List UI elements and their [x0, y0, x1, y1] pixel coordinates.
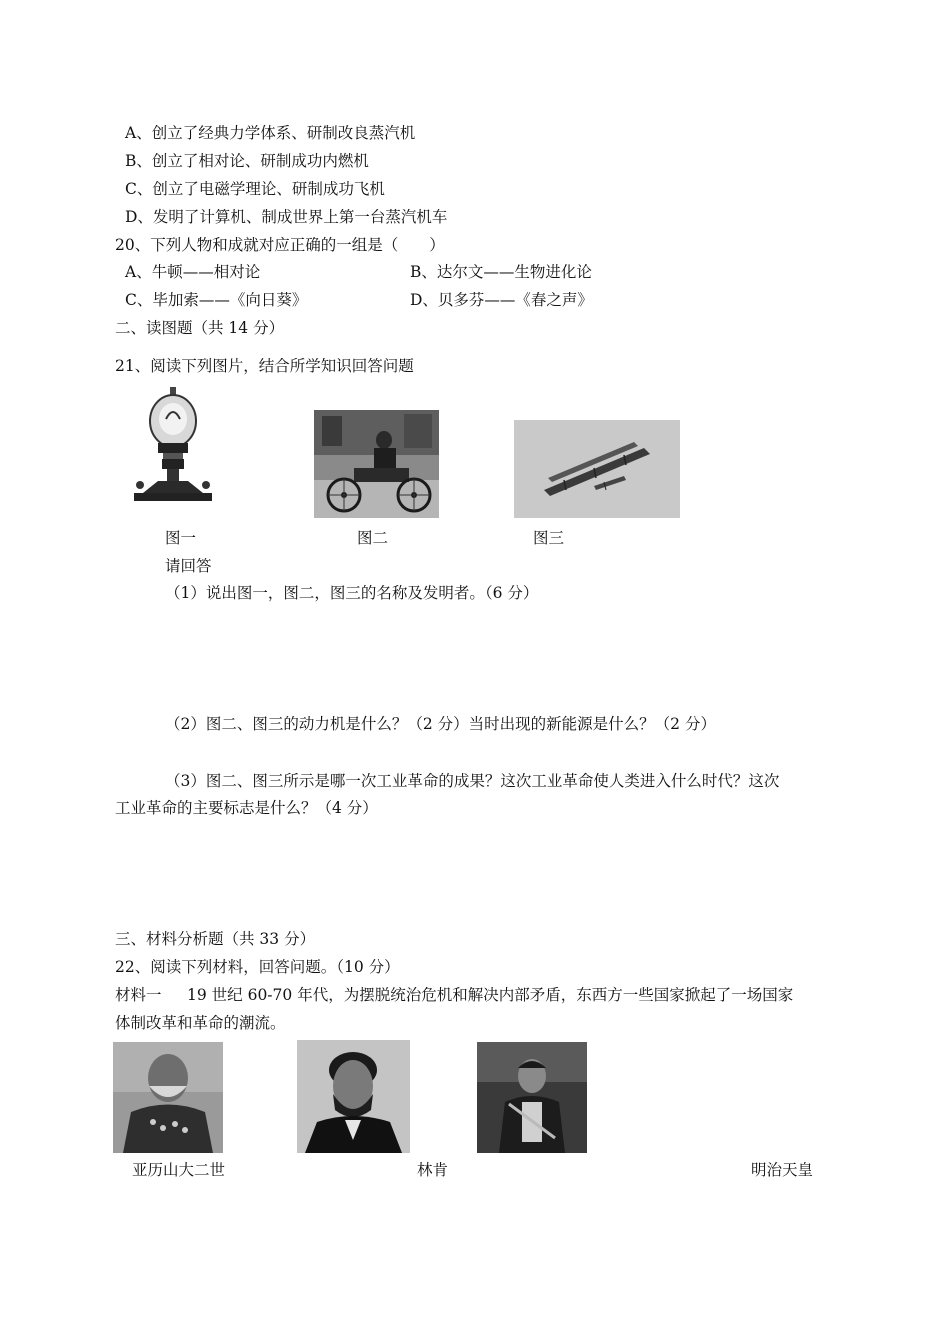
material1-line1: 19 世纪 60-70 年代，为摆脱统治危机和解决内部矛盾，东西方一些国家掀起了一场国家 [187, 986, 794, 1004]
q20-option-d: D、贝多芬——《春之声》 [410, 291, 593, 309]
q20-stem: 20、下列人物和成就对应正确的一组是（ ） [115, 236, 445, 254]
material1-label: 材料一 [115, 986, 162, 1004]
q19-option-c: C、创立了电磁学理论、研制成功飞机 [125, 180, 385, 198]
q21-sub2: （2）图二、图三的动力机是什么？（2 分）当时出现的新能源是什么？（2 分） [165, 715, 716, 733]
meiji-emperor-portrait [477, 1042, 587, 1153]
figure2-caption: 图二 [357, 529, 389, 547]
portrait1-caption: 亚历山大二世 [132, 1161, 226, 1179]
q20-option-b: B、达尔文——生物进化论 [410, 263, 592, 281]
portrait2-caption: 林肯 [417, 1161, 449, 1179]
airplane-image [514, 420, 680, 518]
q19-option-a: A、创立了经典力学体系、研制改良蒸汽机 [125, 124, 416, 142]
section3-title: 三、材料分析题（共 33 分） [115, 930, 316, 948]
portrait3-caption: 明治天皇 [751, 1161, 814, 1179]
lincoln-portrait [297, 1040, 410, 1153]
q19-option-b: B、创立了相对论、研制成功内燃机 [125, 152, 369, 170]
q22-stem: 22、阅读下列材料，回答问题。（10 分） [115, 958, 400, 976]
figure3-caption: 图三 [533, 529, 565, 547]
q20-option-a: A、牛顿——相对论 [125, 263, 261, 281]
q21-sub3-line1: （3）图二、图三所示是哪一次工业革命的成果？这次工业革命使人类进入什么时代？这次 [165, 772, 780, 790]
material1-line2: 体制改革和革命的潮流。 [115, 1014, 286, 1032]
q19-option-d: D、发明了计算机、制成世界上第一台蒸汽机车 [125, 208, 448, 226]
section2-title: 二、读图题（共 14 分） [115, 319, 285, 337]
early-car-image [314, 410, 439, 518]
alexander-ii-portrait [113, 1042, 223, 1153]
q21-stem: 21、阅读下列图片，结合所学知识回答问题 [115, 357, 414, 375]
answer-prompt: 请回答 [165, 557, 212, 575]
q21-sub1: （1）说出图一，图二，图三的名称及发明者。（6 分） [165, 584, 539, 602]
q21-sub3-line2: 工业革命的主要标志是什么？（4 分） [115, 799, 378, 817]
light-bulb-image [128, 385, 218, 507]
q20-option-c: C、毕加索——《向日葵》 [125, 291, 308, 309]
figure1-caption: 图一 [165, 529, 197, 547]
